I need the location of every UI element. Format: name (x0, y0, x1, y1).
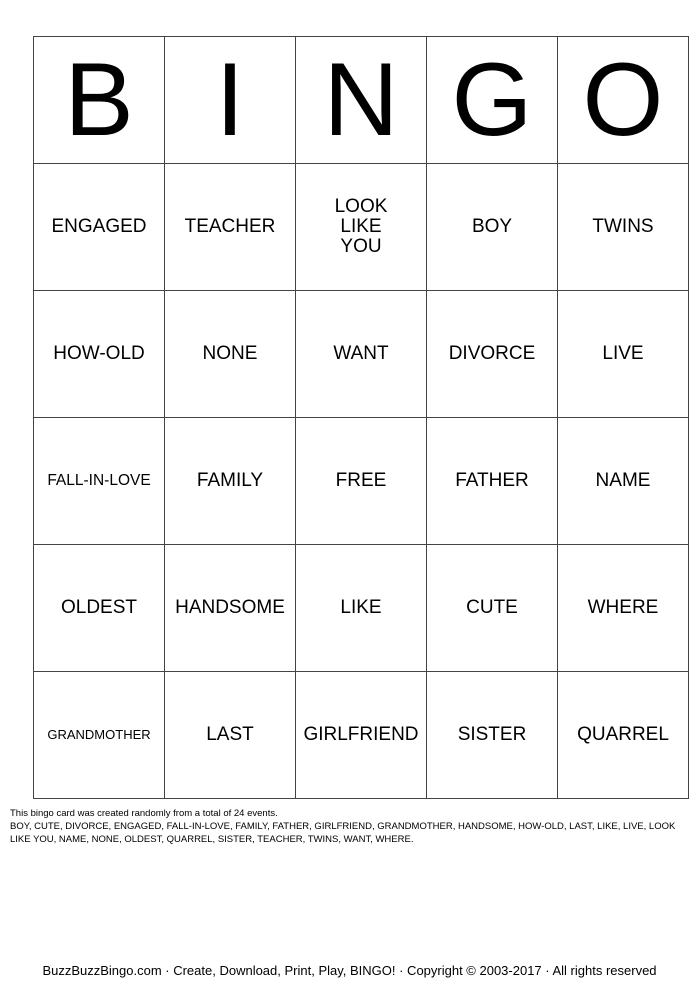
bingo-cell: DIVORCE (427, 291, 558, 418)
bingo-cell: GIRLFRIEND (296, 672, 427, 799)
bingo-row (34, 164, 689, 291)
cell-line: LIKE (340, 216, 382, 237)
bingo-header-row (34, 37, 689, 164)
bingo-cell: HOW-OLD (34, 291, 165, 418)
cell-line: YOU (340, 236, 382, 257)
bingo-cell: GRANDMOTHER (34, 672, 165, 799)
bingo-cell: TWINS (558, 164, 689, 291)
bingo-cell: QUARREL (558, 672, 689, 799)
bingo-cell: NAME (558, 418, 689, 545)
bingo-cell: LIKE (296, 545, 427, 672)
bingo-cell: HANDSOME (165, 545, 296, 672)
header-letter-g: G (427, 37, 558, 164)
bingo-row (34, 545, 689, 672)
header-letter-b: B (34, 37, 165, 164)
bingo-card (33, 36, 689, 799)
bingo-cell: LAST (165, 672, 296, 799)
bingo-cell: BOY (427, 164, 558, 291)
bingo-cell: TEACHER (165, 164, 296, 291)
bingo-cell: FREE (296, 418, 427, 545)
bingo-row (34, 291, 689, 418)
note-intro: This bingo card was created randomly from a total of 24 events. (10, 808, 278, 819)
footer-copyright: BuzzBuzzBingo.com · Create, Download, Print, Play, BINGO! · Copyright © 2003-2017 · All rights reserved (42, 963, 657, 978)
bingo-row (34, 672, 689, 799)
bingo-cell: OLDEST (34, 545, 165, 672)
header-letter-n: N (296, 37, 427, 164)
bingo-cell: CUTE (427, 545, 558, 672)
bingo-cell (296, 164, 427, 291)
cell-line: LOOK (334, 196, 388, 217)
note-events-list: BOY, CUTE, DIVORCE, ENGAGED, FALL-IN-LOVE, FAMILY, FATHER, GIRLFRIEND, GRANDMOTHER, HANDSOME, HOW-OLD, LAST, LIKE, LIVE, LOOK LIKE YOU, NAME, NONE, OLDEST, QUARREL, SISTER, TEACHER, TWINS, WANT, WHERE. (10, 821, 676, 845)
bingo-cell: SISTER (427, 672, 558, 799)
header-letter-i: I (165, 37, 296, 164)
bingo-cell: WHERE (558, 545, 689, 672)
card-note (10, 807, 680, 846)
bingo-cell: FAMILY (165, 418, 296, 545)
header-letter-o: O (558, 37, 689, 164)
bingo-cell: FATHER (427, 418, 558, 545)
bingo-cell: WANT (296, 291, 427, 418)
bingo-row (34, 418, 689, 545)
bingo-cell: NONE (165, 291, 296, 418)
bingo-cell: FALL-IN-LOVE (34, 418, 165, 545)
bingo-cell: ENGAGED (34, 164, 165, 291)
bingo-cell: LIVE (558, 291, 689, 418)
